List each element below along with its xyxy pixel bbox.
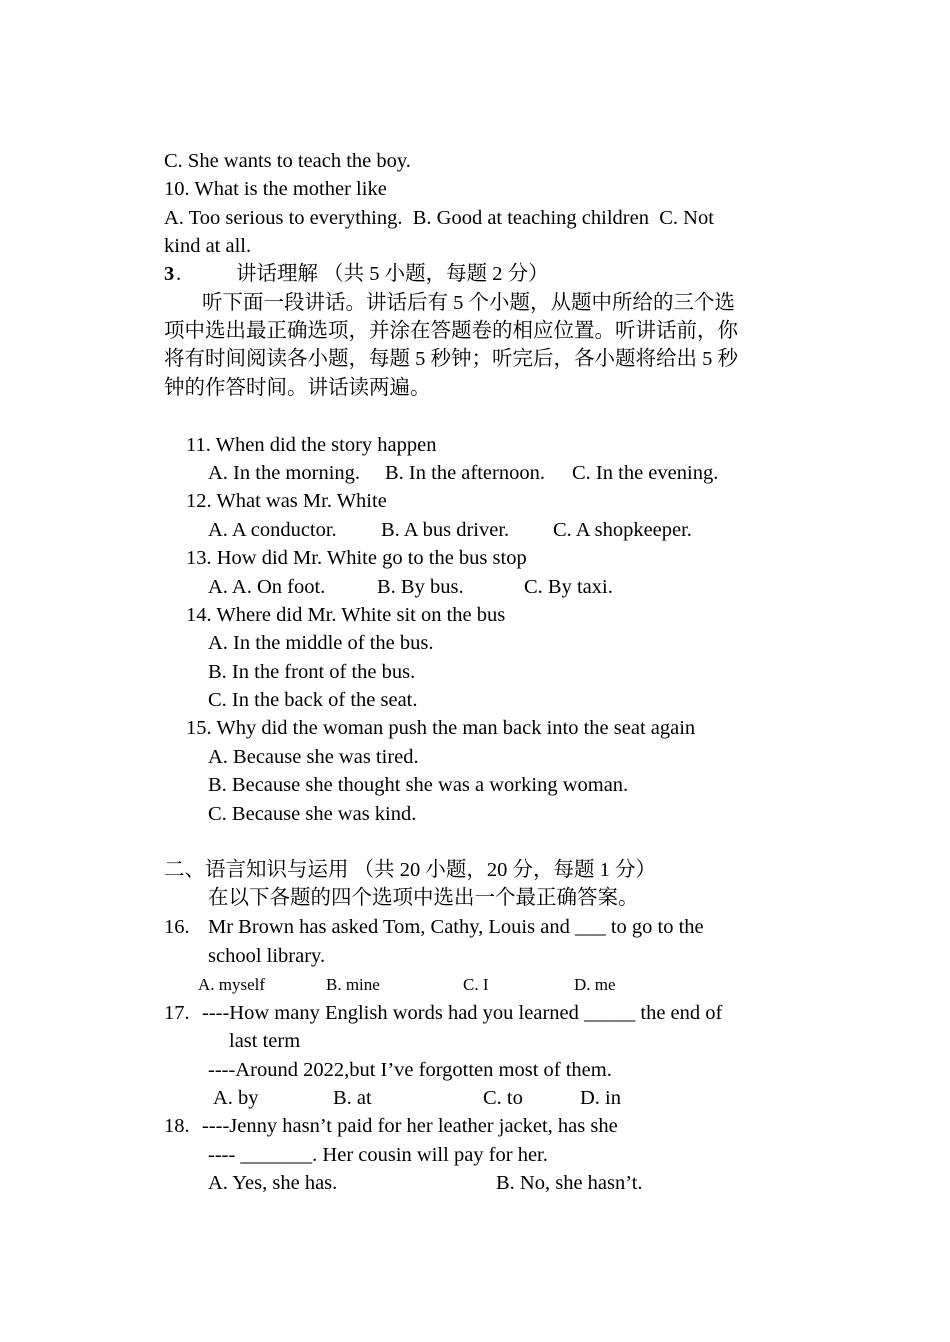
option-c: C. In the evening.	[572, 462, 719, 484]
option-c: C. to	[483, 1087, 523, 1109]
question-stem-cont: last term	[229, 1030, 301, 1052]
question-line: 10. What is the mother like	[164, 178, 387, 200]
option-a: A. In the morning.	[208, 462, 361, 484]
question-stem: 11. When did the story happen	[186, 434, 437, 456]
option-line: A. Too serious to everything. B. Good at teaching children C. Not	[164, 207, 714, 229]
option-b: B. No, she hasn’t.	[496, 1172, 643, 1194]
option-b: B. In the front of the bus.	[208, 661, 416, 683]
question-stem: 15. Why did the woman push the man back into the seat again	[186, 717, 696, 739]
option-b: B. Because she thought she was a working woman.	[208, 774, 629, 796]
option-b: B. at	[333, 1087, 372, 1109]
question-stem: 14. Where did Mr. White sit on the bus	[186, 604, 506, 626]
instruction-line: 听下面一段讲话。讲话后有 5 个小题，从题中所给的三个选	[202, 292, 735, 314]
instruction-line: 项中选出最正确选项，并涂在答题卷的相应位置。听讲话前，你	[164, 320, 738, 342]
question-stem-cont: school library.	[208, 945, 326, 967]
option-c: C. A shopkeeper.	[553, 519, 692, 541]
option-c: C. Because she was kind.	[208, 803, 417, 825]
question-stem: ----Jenny hasn’t paid for her leather jacket, has she	[202, 1115, 618, 1137]
question-number: 17.	[164, 1002, 190, 1024]
section-title: 讲话理解 （共 5 小题，每题 2 分）	[236, 263, 549, 285]
option-line: kind at all.	[164, 235, 252, 257]
question-stem: 13. How did Mr. White go to the bus stop	[186, 547, 527, 569]
part-instruction: 在以下各题的四个选项中选出一个最正确答案。	[208, 887, 639, 909]
section-number: 3	[164, 263, 175, 285]
instruction-line: 钟的作答时间。讲话读两遍。	[164, 377, 431, 399]
option-a: A. A conductor.	[208, 519, 337, 541]
section-number-dot: .	[176, 263, 182, 285]
option-c: C. I	[463, 975, 489, 994]
option-b: B. In the afternoon.	[385, 462, 545, 484]
option-a: A. In the middle of the bus.	[208, 632, 434, 654]
dialogue-line: ---- _______. Her cousin will pay for her.	[208, 1144, 548, 1166]
question-number: 16.	[164, 916, 190, 938]
option-c: C. In the back of the seat.	[208, 689, 418, 711]
option-b: B. A bus driver.	[381, 519, 510, 541]
option-d: D. me	[574, 975, 616, 994]
option-a: A. A. On foot.	[208, 576, 326, 598]
question-stem: 12. What was Mr. White	[186, 490, 387, 512]
instruction-line: 将有时间阅读各小题，每题 5 秒钟；听完后，各小题将给出 5 秒	[164, 348, 738, 370]
option-line: C. She wants to teach the boy.	[164, 150, 411, 172]
question-stem: ----How many English words had you learned _____ the end of	[202, 1002, 723, 1024]
option-a: A. Yes, she has.	[208, 1172, 338, 1194]
option-a: A. by	[213, 1087, 259, 1109]
part-title: 二、语言知识与运用 （共 20 小题，20 分，每题 1 分）	[164, 859, 656, 881]
question-stem: Mr Brown has asked Tom, Cathy, Louis and ___ to go to the	[208, 916, 704, 938]
option-a: A. myself	[198, 975, 266, 994]
dialogue-line: ----Around 2022,but I’ve forgotten most of them.	[208, 1059, 612, 1081]
option-a: A. Because she was tired.	[208, 746, 419, 768]
option-d: D. in	[580, 1087, 621, 1109]
option-b: B. mine	[326, 975, 380, 994]
option-b: B. By bus.	[377, 576, 464, 598]
option-c: C. By taxi.	[524, 576, 613, 598]
question-number: 18.	[164, 1115, 190, 1137]
